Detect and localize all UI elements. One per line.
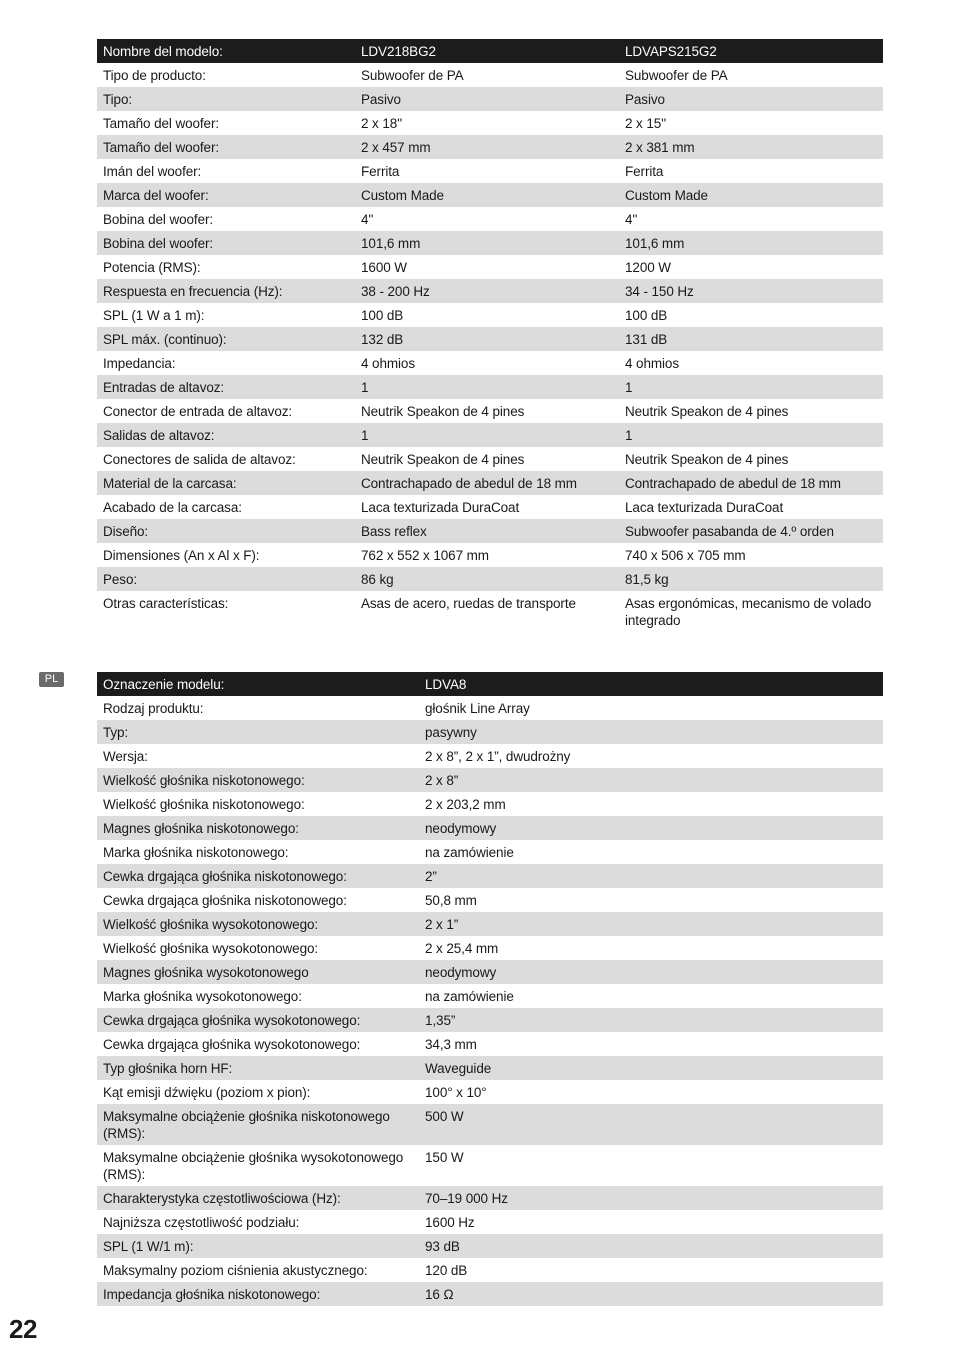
pl-table-row <box>97 816 883 840</box>
pl-table-row <box>97 720 883 744</box>
pl-cell: Oznaczenie modelu: <box>97 672 419 696</box>
pl-table-row <box>97 768 883 792</box>
es-cell: 100 dB <box>619 303 883 327</box>
pl-cell: Wersja: <box>97 744 419 768</box>
es-cell: Custom Made <box>619 183 883 207</box>
es-table-row <box>97 423 883 447</box>
pl-cell: 2 x 203,2 mm <box>419 792 883 816</box>
pl-cell: 16 Ω <box>419 1282 883 1306</box>
pl-table-row <box>97 1186 883 1210</box>
es-table-row <box>97 567 883 591</box>
es-cell: Material de la carcasa: <box>97 471 355 495</box>
es-table-row <box>97 471 883 495</box>
pl-table-row <box>97 840 883 864</box>
es-cell: Ferrita <box>619 159 883 183</box>
pl-cell: Cewka drgająca głośnika niskotonowego: <box>97 864 419 888</box>
es-cell: 101,6 mm <box>355 231 619 255</box>
es-cell: Conector de entrada de altavoz: <box>97 399 355 423</box>
es-cell: Neutrik Speakon de 4 pines <box>355 447 619 471</box>
pl-cell: Wielkość głośnika wysokotonowego: <box>97 936 419 960</box>
es-cell: 2 x 15'' <box>619 111 883 135</box>
es-cell: 132 dB <box>355 327 619 351</box>
es-cell: Salidas de altavoz: <box>97 423 355 447</box>
pl-cell: Marka głośnika niskotonowego: <box>97 840 419 864</box>
pl-cell: na zamówienie <box>419 984 883 1008</box>
es-cell: 2 x 381 mm <box>619 135 883 159</box>
es-cell: 81,5 kg <box>619 567 883 591</box>
es-cell: 2 x 457 mm <box>355 135 619 159</box>
es-cell: Tamaño del woofer: <box>97 111 355 135</box>
pl-cell: Maksymalny poziom ciśnienia akustycznego: <box>97 1258 419 1282</box>
es-cell: LDV218BG2 <box>355 39 619 63</box>
es-cell: Pasivo <box>355 87 619 111</box>
es-cell: 131 dB <box>619 327 883 351</box>
es-cell: 1 <box>355 423 619 447</box>
es-header-row <box>97 39 883 63</box>
es-cell: 2 x 18'' <box>355 111 619 135</box>
es-cell: LDVAPS215G2 <box>619 39 883 63</box>
es-cell: Diseño: <box>97 519 355 543</box>
es-cell: 86 kg <box>355 567 619 591</box>
es-cell: 4'' <box>619 207 883 231</box>
es-cell: 38 - 200 Hz <box>355 279 619 303</box>
es-table-row <box>97 135 883 159</box>
pl-cell: Impedancja głośnika niskotonowego: <box>97 1282 419 1306</box>
pl-cell: SPL (1 W/1 m): <box>97 1234 419 1258</box>
es-cell: Laca texturizada DuraCoat <box>355 495 619 519</box>
pl-cell: 2 x 8”, 2 x 1”, dwudrożny <box>419 744 883 768</box>
es-cell: Marca del woofer: <box>97 183 355 207</box>
es-table-row <box>97 543 883 567</box>
pl-table-row <box>97 744 883 768</box>
es-cell: Tamaño del woofer: <box>97 135 355 159</box>
page-number: 22 <box>9 1314 37 1344</box>
es-cell: Ferrita <box>355 159 619 183</box>
es-cell: Entradas de altavoz: <box>97 375 355 399</box>
pl-cell: 93 dB <box>419 1234 883 1258</box>
pl-table-row <box>97 1258 883 1282</box>
es-table-row <box>97 87 883 111</box>
spec-table-es <box>97 39 883 632</box>
es-table-row <box>97 447 883 471</box>
es-cell: Tipo de producto: <box>97 63 355 87</box>
pl-table-row <box>97 1104 883 1145</box>
es-cell: Subwoofer de PA <box>619 63 883 87</box>
pl-cell: 500 W <box>419 1104 883 1145</box>
pl-cell: 2” <box>419 864 883 888</box>
pl-cell: Typ: <box>97 720 419 744</box>
es-cell: Neutrik Speakon de 4 pines <box>619 399 883 423</box>
es-cell: Respuesta en frecuencia (Hz): <box>97 279 355 303</box>
es-table-row <box>97 255 883 279</box>
es-cell: Neutrik Speakon de 4 pines <box>355 399 619 423</box>
pl-cell: Charakterystyka częstotliwościowa (Hz): <box>97 1186 419 1210</box>
pl-cell: Cewka drgająca głośnika wysokotonowego: <box>97 1032 419 1056</box>
es-cell: Asas ergonómicas, mecanismo de volado integrado <box>619 591 883 632</box>
pl-table-row <box>97 1080 883 1104</box>
es-cell: Subwoofer de PA <box>355 63 619 87</box>
es-cell: 4 ohmios <box>355 351 619 375</box>
pl-cell: Cewka drgająca głośnika niskotonowego: <box>97 888 419 912</box>
pl-cell: pasywny <box>419 720 883 744</box>
pl-table-row <box>97 792 883 816</box>
pl-table-row <box>97 888 883 912</box>
spec-table-pl <box>97 672 883 1306</box>
pl-cell: 2 x 25,4 mm <box>419 936 883 960</box>
es-cell: 4 ohmios <box>619 351 883 375</box>
es-cell: Otras características: <box>97 591 355 632</box>
es-table-row <box>97 495 883 519</box>
pl-cell: 34,3 mm <box>419 1032 883 1056</box>
pl-table-row <box>97 1056 883 1080</box>
es-cell: SPL (1 W a 1 m): <box>97 303 355 327</box>
pl-table-row <box>97 912 883 936</box>
es-cell: Laca texturizada DuraCoat <box>619 495 883 519</box>
pl-cell: neodymowy <box>419 816 883 840</box>
pl-cell: Magnes głośnika niskotonowego: <box>97 816 419 840</box>
es-cell: Bobina del woofer: <box>97 231 355 255</box>
pl-header-row <box>97 672 883 696</box>
pl-cell: Maksymalne obciążenie głośnika niskotonowego (RMS): <box>97 1104 419 1145</box>
pl-cell: 50,8 mm <box>419 888 883 912</box>
es-cell: Impedancia: <box>97 351 355 375</box>
es-cell: Bass reflex <box>355 519 619 543</box>
es-cell: SPL máx. (continuo): <box>97 327 355 351</box>
language-badge: PL <box>39 672 64 687</box>
pl-table-row <box>97 1282 883 1306</box>
es-cell: Dimensiones (An x Al x F): <box>97 543 355 567</box>
pl-cell: Typ głośnika horn HF: <box>97 1056 419 1080</box>
es-cell: Peso: <box>97 567 355 591</box>
es-cell: Neutrik Speakon de 4 pines <box>619 447 883 471</box>
es-cell: Contrachapado de abedul de 18 mm <box>355 471 619 495</box>
pl-table-row <box>97 960 883 984</box>
es-cell: 4'' <box>355 207 619 231</box>
es-cell: 762 x 552 x 1067 mm <box>355 543 619 567</box>
es-cell: 34 - 150 Hz <box>619 279 883 303</box>
es-table-row <box>97 159 883 183</box>
pl-table-row <box>97 864 883 888</box>
pl-table-row <box>97 984 883 1008</box>
es-cell: 1 <box>355 375 619 399</box>
pl-cell: neodymowy <box>419 960 883 984</box>
es-cell: Pasivo <box>619 87 883 111</box>
es-cell: 1 <box>619 423 883 447</box>
es-cell: 740 x 506 x 705 mm <box>619 543 883 567</box>
pl-cell: LDVA8 <box>419 672 883 696</box>
es-cell: 101,6 mm <box>619 231 883 255</box>
pl-cell: Najniższa częstotliwość podziału: <box>97 1210 419 1234</box>
es-cell: 100 dB <box>355 303 619 327</box>
pl-cell: 2 x 8” <box>419 768 883 792</box>
es-cell: Nombre del modelo: <box>97 39 355 63</box>
pl-cell: Magnes głośnika wysokotonowego <box>97 960 419 984</box>
es-cell: Contrachapado de abedul de 18 mm <box>619 471 883 495</box>
es-table-row <box>97 63 883 87</box>
es-cell: Imán del woofer: <box>97 159 355 183</box>
pl-cell: 150 W <box>419 1145 883 1186</box>
es-table-row <box>97 231 883 255</box>
es-cell: 1200 W <box>619 255 883 279</box>
es-cell: Conectores de salida de altavoz: <box>97 447 355 471</box>
es-cell: 1 <box>619 375 883 399</box>
es-table-row <box>97 183 883 207</box>
pl-cell: Marka głośnika wysokotonowego: <box>97 984 419 1008</box>
pl-cell: głośnik Line Array <box>419 696 883 720</box>
es-table-row <box>97 591 883 632</box>
es-cell: Tipo: <box>97 87 355 111</box>
pl-table-row <box>97 1210 883 1234</box>
pl-table-row <box>97 1234 883 1258</box>
es-table-row <box>97 399 883 423</box>
pl-table-row <box>97 936 883 960</box>
pl-table-row <box>97 1032 883 1056</box>
es-table-row <box>97 519 883 543</box>
pl-cell: Waveguide <box>419 1056 883 1080</box>
es-table-row <box>97 207 883 231</box>
pl-cell: 1,35” <box>419 1008 883 1032</box>
es-cell: Custom Made <box>355 183 619 207</box>
pl-cell: 1600 Hz <box>419 1210 883 1234</box>
es-cell: 1600 W <box>355 255 619 279</box>
es-cell: Bobina del woofer: <box>97 207 355 231</box>
es-cell: Acabado de la carcasa: <box>97 495 355 519</box>
es-table-row <box>97 375 883 399</box>
es-cell: Subwoofer pasabanda de 4.º orden <box>619 519 883 543</box>
es-table-row <box>97 303 883 327</box>
pl-cell: Wielkość głośnika niskotonowego: <box>97 792 419 816</box>
es-table-row <box>97 279 883 303</box>
pl-cell: 70–19 000 Hz <box>419 1186 883 1210</box>
pl-cell: Maksymalne obciążenie głośnika wysokotonowego (RMS): <box>97 1145 419 1186</box>
pl-table-row <box>97 696 883 720</box>
pl-cell: Kąt emisji dźwięku (poziom x pion): <box>97 1080 419 1104</box>
pl-cell: 120 dB <box>419 1258 883 1282</box>
es-table-row <box>97 327 883 351</box>
pl-table-row <box>97 1145 883 1186</box>
pl-cell: 100° x 10° <box>419 1080 883 1104</box>
pl-cell: 2 x 1” <box>419 912 883 936</box>
pl-cell: Wielkość głośnika niskotonowego: <box>97 768 419 792</box>
es-cell: Asas de acero, ruedas de transporte <box>355 591 619 632</box>
pl-table-row <box>97 1008 883 1032</box>
pl-cell: na zamówienie <box>419 840 883 864</box>
es-table-row <box>97 111 883 135</box>
pl-cell: Rodzaj produktu: <box>97 696 419 720</box>
es-cell: Potencia (RMS): <box>97 255 355 279</box>
pl-cell: Cewka drgająca głośnika wysokotonowego: <box>97 1008 419 1032</box>
pl-cell: Wielkość głośnika wysokotonowego: <box>97 912 419 936</box>
es-table-row <box>97 351 883 375</box>
